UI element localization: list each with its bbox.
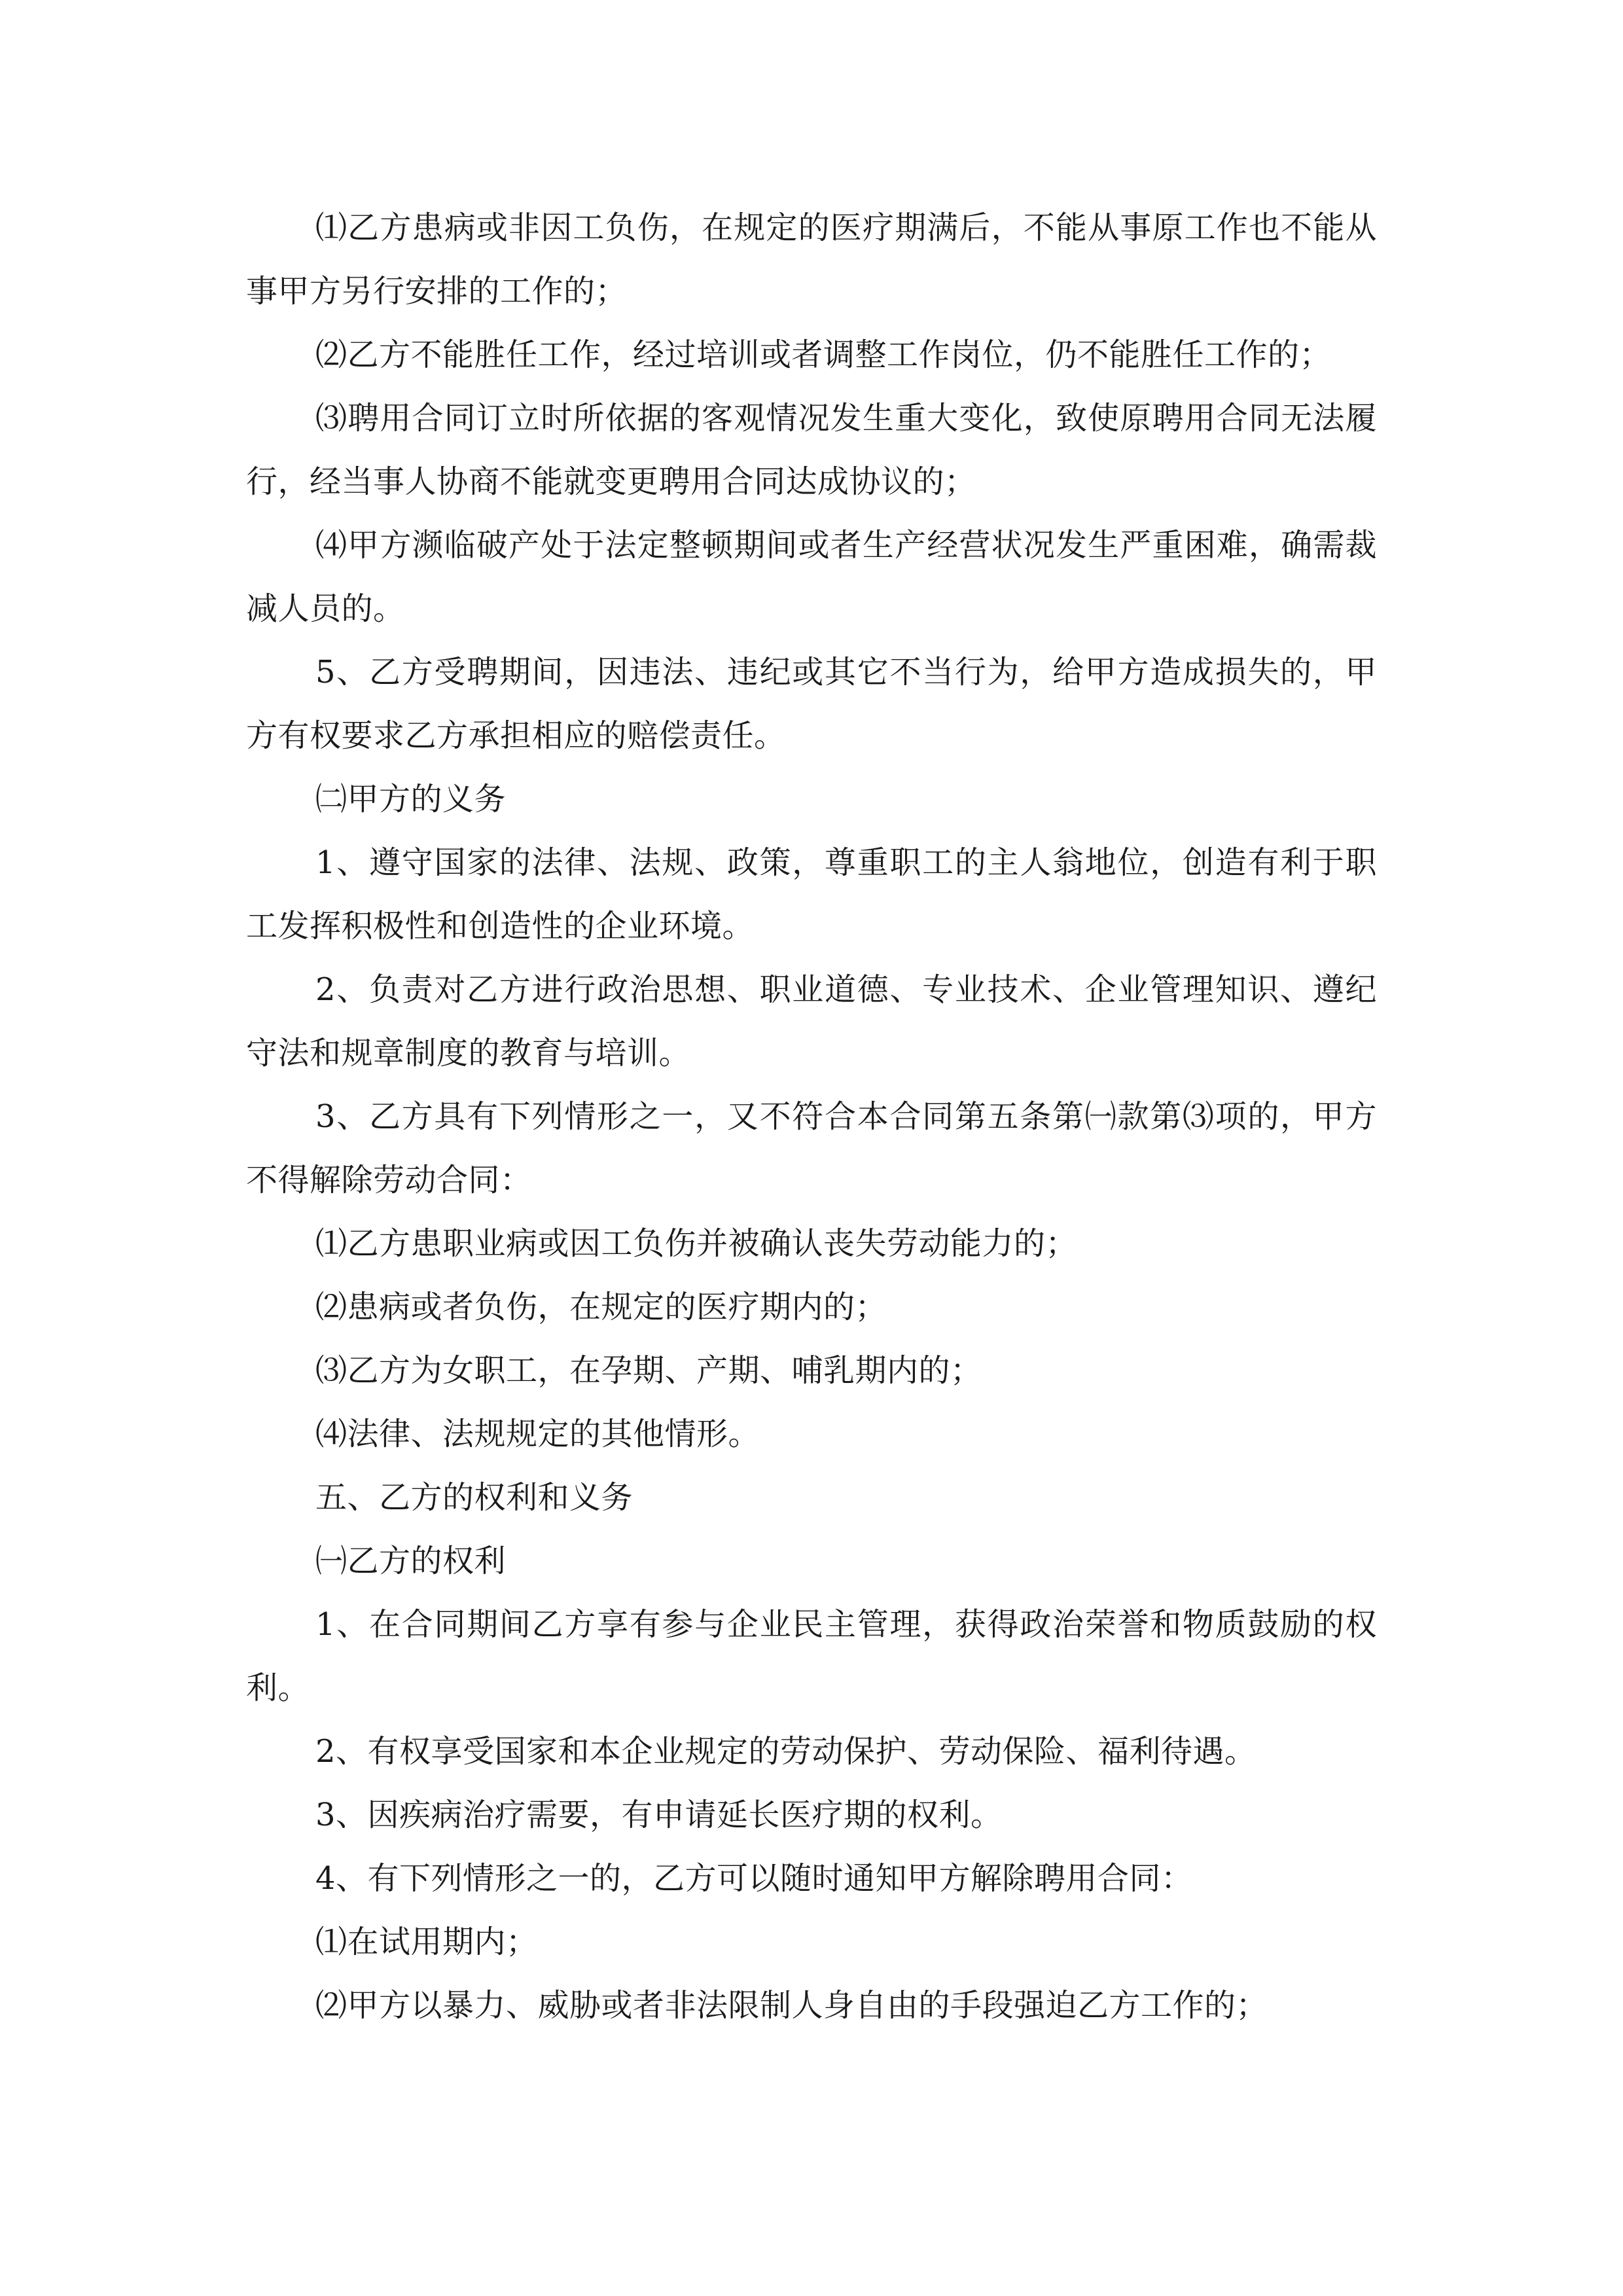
paragraph: 3、乙方具有下列情形之一，又不符合本合同第五条第㈠款第⑶项的，甲方不得解除劳动合同：	[246, 1098, 1377, 1198]
section-heading: 五、乙方的权利和义务	[315, 1479, 633, 1516]
paragraph: 2、负责对乙方进行政治思想、职业道德、专业技术、企业管理知识、遵纪守法和规章制度的教育与培训。	[246, 971, 1377, 1071]
paragraph: 3、因疾病治疗需要，有申请延长医疗期的权利。	[315, 1797, 1003, 1833]
section-heading: ㈠乙方的权利	[315, 1543, 507, 1579]
paragraph: 1、在合同期间乙方享有参与企业民主管理，获得政治荣誉和物质鼓励的权利。	[246, 1606, 1377, 1706]
paragraph: ⑴在试用期内；	[315, 1924, 538, 1960]
paragraph: ⑵乙方不能胜任工作，经过培训或者调整工作岗位，仍不能胜任工作的；	[315, 336, 1332, 373]
paragraph: 4、有下列情形之一的，乙方可以随时通知甲方解除聘用合同：	[315, 1860, 1193, 1897]
paragraph: ⑵甲方以暴力、威胁或者非法限制人身自由的手段强迫乙方工作的；	[315, 1987, 1268, 2024]
paragraph: ⑴乙方患病或非因工负伤，在规定的医疗期满后，不能从事原工作也不能从事甲方另行安排的工作的；	[246, 209, 1377, 310]
section-heading: ㈡甲方的义务	[315, 781, 507, 817]
paragraph: 5、乙方受聘期间，因违法、违纪或其它不当行为，给甲方造成损失的，甲方有权要求乙方承担相应的赔偿责任。	[246, 654, 1377, 754]
document-body	[246, 196, 1377, 2037]
paragraph: ⑶聘用合同订立时所依据的客观情况发生重大变化，致使原聘用合同无法履行，经当事人协商不能就变更聘用合同达成协议的；	[246, 400, 1377, 500]
paragraph: ⑴乙方患职业病或因工负伤并被确认丧失劳动能力的；	[315, 1225, 1078, 1262]
paragraph: ⑷法律、法规规定的其他情形。	[315, 1416, 760, 1452]
paragraph: 2、有权享受国家和本企业规定的劳动保护、劳动保险、福利待遇。	[315, 1733, 1257, 1770]
paragraph: ⑶乙方为女职工，在孕期、产期、哺乳期内的；	[315, 1352, 982, 1389]
paragraph: 1、遵守国家的法律、法规、政策，尊重职工的主人翁地位，创造有利于职工发挥积极性和创造性的企业环境。	[246, 844, 1377, 944]
paragraph: ⑷甲方濒临破产处于法定整顿期间或者生产经营状况发生严重困难，确需裁减人员的。	[246, 527, 1377, 627]
paragraph: ⑵患病或者负伤，在规定的医疗期内的；	[315, 1289, 887, 1325]
